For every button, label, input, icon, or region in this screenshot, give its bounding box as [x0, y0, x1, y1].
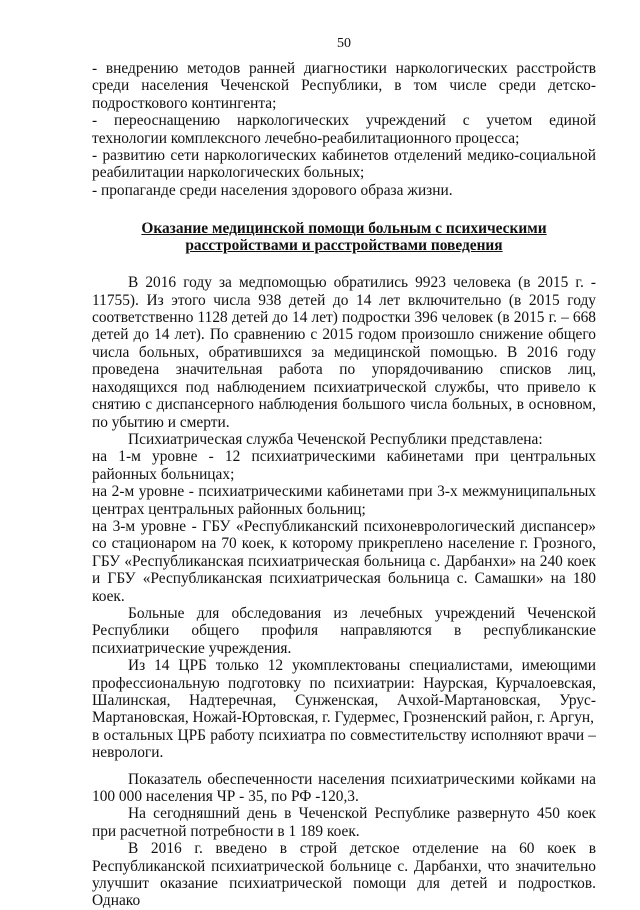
paragraph: Больные для обследования из лечебных учреждений Чеченской Республики общего профиля направляются в республиканские психиатрические учреждения. [92, 604, 596, 657]
paragraph: В 2016 г. введено в строй детское отделение на 60 коек в Республиканской психиатрической больнице с. Дарбанхи, что значительно улучшит оказание психиатрической помощи для детей и подростков. Однако [92, 840, 596, 910]
bullet-item: - переоснащению наркологических учреждений с учетом единой технологии комплексного лечебно-реабилитационного процесса; [92, 112, 596, 147]
paragraph: Показатель обеспеченности населения психиатрическими койками на 100 000 населения ЧР - 35, по РФ -120,3. [92, 770, 596, 806]
paragraph: Из 14 ЦРБ только 12 укомплектованы специалистами, имеющими профессиональную подготовку по психиатрии: Наурская, Курчалоевская, Шалинская, Надтеречная, Сунженская, Ачхой-Мартановская, Урус-Мартановская, Ножай-Юртовская, г. Гудермес, Грозненский район, г. Аргун, [92, 657, 596, 727]
section-heading-line: Оказание медицинской помощи больным с психическими [141, 220, 547, 238]
paragraph: Психиатрическая служба Чеченской Республики представлена: [128, 430, 543, 448]
section-heading-line: расстройствами и расстройствами поведения [185, 236, 503, 254]
paragraph: В 2016 году за медпомощью обратились 9923 человека (в 2015 г. - 11755). Из этого числа 938 детей до 14 лет включительно (в 2015 году соответственно 1128 детей до 14 лет) подростки 396 человек (в 2015 г. – 668 детей до 14 лет). По сравнению с 2015 годом произошло снижение общего числа больных, обратившихся за медицинской помощью. В 2016 году проведена значительная работа по упорядочиванию списков лиц, находящихся под наблюдением психиатрической службы, что привело к снятию с диспансерного наблюдения большого числа больных, в основном, по убытию и смерти. [92, 274, 596, 431]
paragraph: в остальных ЦРБ работу психиатра по совместительству исполняют врачи – неврологи. [92, 726, 596, 762]
paragraph-spacer [92, 762, 596, 771]
paragraph: на 3-м уровне - ГБУ «Республиканский психоневрологический диспансер» со стационаром на 70 коек, к которому прикреплено население г. Грозного, ГБУ «Республиканская психиатрическая больница с. Дарбанхи» на 240 коек и ГБУ «Республиканская психиатрическая больница с. Самашки» на 180 коек. [92, 517, 596, 605]
bullet-item: - развитию сети наркологических кабинетов отделений медико-социальной реабилитации наркологических больных; [92, 147, 596, 182]
paragraph: на 2-м уровне - психиатрическими кабинетами при 3-х межмуниципальных центрах центральных районных больниц; [92, 483, 596, 518]
section-heading [92, 221, 596, 254]
bullet-item: - пропаганде среди населения здорового образа жизни. [92, 181, 453, 199]
bullet-item: - внедрению методов ранней диагностики наркологических расстройств среди населения Чеченской Республики, в том числе среди детско-подросткового контингента; [92, 60, 596, 112]
paragraph: на 1-м уровне - 12 психиатрическими кабинетами при центральных районных больницах; [92, 448, 596, 483]
document-page [92, 36, 596, 910]
paragraph: На сегодняшний день в Чеченской Республике развернуто 450 коек при расчетной потребности в 1 189 коек. [92, 805, 596, 840]
page-number: 50 [337, 36, 351, 51]
